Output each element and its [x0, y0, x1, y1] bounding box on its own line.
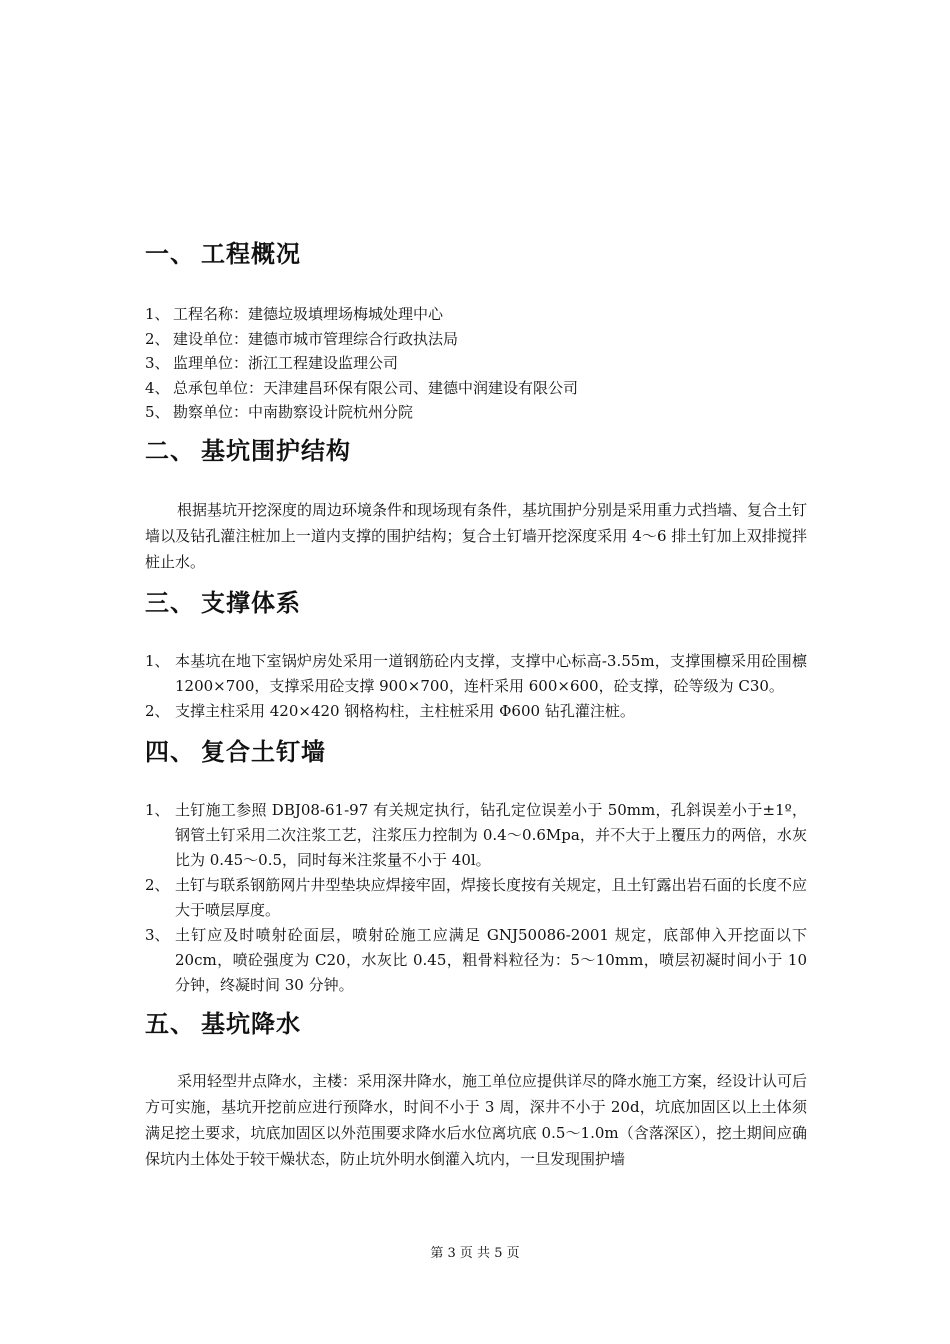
section-heading: [145, 236, 807, 272]
item-number: 3、: [145, 354, 170, 372]
document-body: [145, 236, 807, 1172]
section-number: 三、: [145, 588, 195, 617]
section-number: 四、: [145, 737, 195, 766]
section-title: 支撑体系: [201, 588, 301, 617]
section-title: 工程概况: [201, 240, 301, 268]
list-item: [145, 923, 807, 998]
item-number: 2、: [145, 701, 170, 720]
item-number: 2、: [145, 329, 170, 348]
section-number: 二、: [145, 436, 195, 465]
page-footer: 第 3 页 共 5 页: [430, 1246, 520, 1261]
item-text: 总承包单位：天津建昌环保有限公司、建德中润建设有限公司: [173, 378, 579, 397]
item-number: 5、: [145, 403, 170, 421]
section-paragraph: 根据基坑开挖深度的周边环境条件和现场现有条件，基坑围护分别是采用重力式挡墙、复合土钉墙以及钻孔灌注桩加上一道内支撑的围护结构；复合土钉墙开挖深度采用 4～6 排土钉加上双排搅拌桩止水。: [145, 500, 808, 571]
item-text: 本基坑在地下室锅炉房处采用一道钢筋砼内支撑，支撑中心标高-3.55m，支撑围檩采用砼围檩 1200×700，支撑采用砼支撑 900×700，连杆采用 600×600，砼支撑，砼等级为 C30。: [175, 651, 807, 695]
item-text: 支撑主柱采用 420×420 钢格构柱，主柱桩采用 Φ600 钻孔灌注桩。: [175, 701, 635, 720]
item-number: 1、: [145, 651, 170, 670]
item-number: 1、: [145, 800, 170, 819]
list-item: [145, 327, 807, 352]
list-item: [145, 351, 807, 376]
section-heading: [145, 1006, 807, 1042]
item-number: 1、: [145, 305, 170, 323]
item-text: 土钉应及时喷射砼面层，喷射砼施工应满足 GNJ50086-2001 规定，底部伸入开挖面以下 20cm，喷砼强度为 C20，水灰比 0.45，粗骨料粒径为：5～10mm，喷层初凝时间小于 10 分钟，终凝时间 30 分钟。: [175, 925, 807, 994]
section-number: 一、: [145, 240, 195, 268]
list-item: [145, 376, 807, 401]
section-heading: [145, 585, 807, 621]
item-text: 建设单位：建德市城市管理综合行政执法局: [173, 329, 459, 348]
project-info-list: [145, 302, 807, 425]
support-system-list: [145, 649, 807, 724]
section-heading: [145, 433, 807, 469]
list-item: [145, 649, 807, 699]
list-item: [145, 400, 807, 425]
section-heading: [145, 734, 807, 770]
section-paragraph: 采用轻型井点降水，主楼：采用深井降水，施工单位应提供详尽的降水施工方案，经设计认可后方可实施，基坑开挖前应进行预降水，时间不小于 3 周，深井不小于 20d，坑底加固区以上土体须满足挖土要求，坑底加固区以外范围要求降水后水位离坑底 0.5～1.0m（含落深区），挖土期间应确保坑内土体处于较干燥状态，防止坑外明水倒灌入坑内，一旦发现围护墙: [145, 1071, 808, 1168]
item-text: 勘察单位：中南勘察设计院杭州分院: [173, 403, 414, 421]
item-number: 3、: [145, 925, 170, 944]
section-number: 五、: [145, 1009, 195, 1038]
item-number: 4、: [145, 378, 170, 397]
item-text: 土钉与联系钢筋网片井型垫块应焊接牢固，焊接长度按有关规定，且土钉露出岩石面的长度不应大于喷层厚度。: [175, 875, 807, 919]
list-item: [145, 302, 807, 327]
list-item: [145, 798, 807, 873]
list-item: [145, 699, 807, 724]
item-text: 监理单位：浙江工程建设监理公司: [173, 354, 399, 372]
list-item: [145, 873, 807, 923]
section-title: 基坑降水: [201, 1009, 301, 1038]
item-text: 工程名称：建德垃圾填埋场梅城处理中心: [173, 305, 444, 323]
section-title: 基坑围护结构: [201, 436, 351, 465]
item-text: 土钉施工参照 DBJ08-61-97 有关规定执行，钻孔定位误差小于 50mm，孔斜误差小于±1º，钢管土钉采用二次注浆工艺，注浆压力控制为 0.4～0.6Mpa，并不大于上覆压力的两倍，水灰比为 0.45～0.5，同时每米注浆量不小于 40l。: [175, 800, 807, 869]
item-number: 2、: [145, 875, 170, 894]
soil-nail-wall-list: [145, 798, 807, 998]
section-title: 复合土钉墙: [201, 737, 326, 766]
